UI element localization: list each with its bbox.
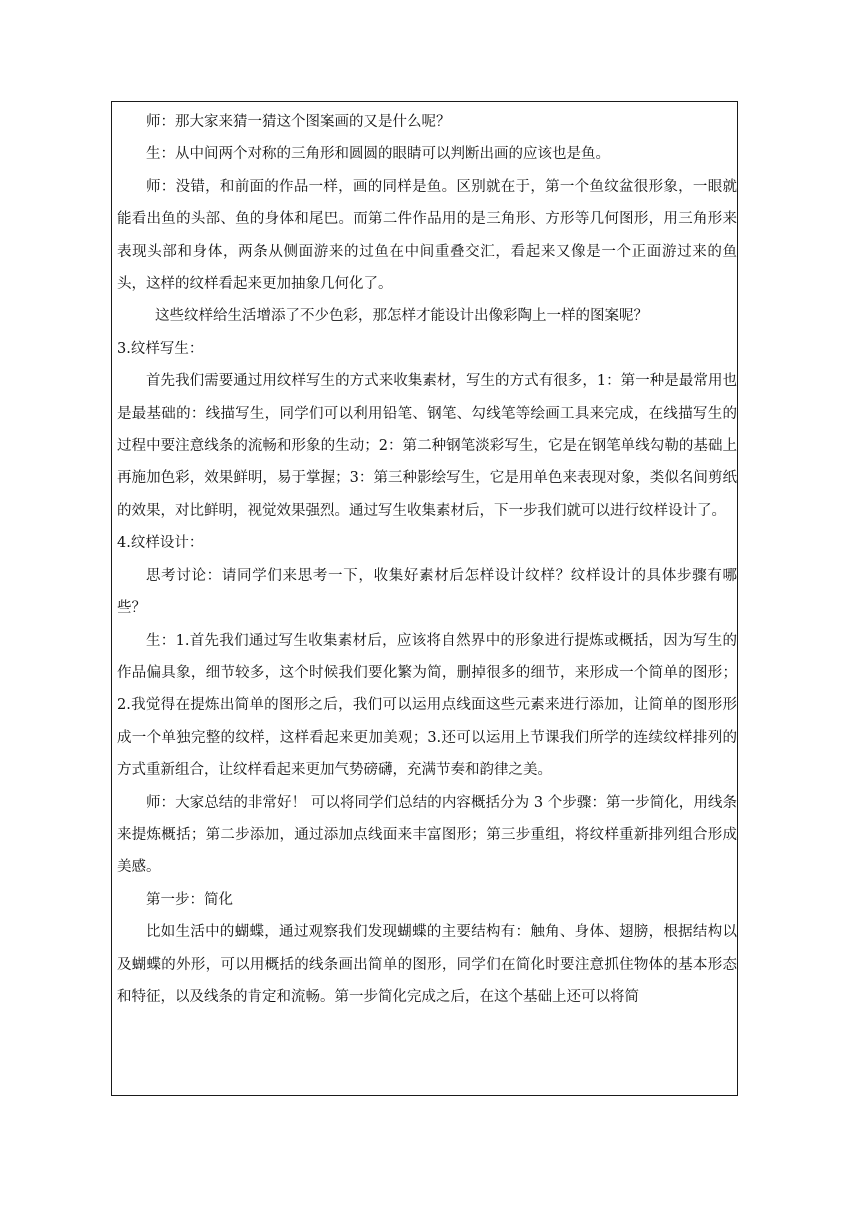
paragraph-transition-question: 这些纹样给生活增添了不少色彩，那怎样才能设计出像彩陶上一样的图案呢？ <box>155 308 648 325</box>
document-body <box>117 106 737 1013</box>
paragraph-teacher-summary: 师：大家总结的非常好！ 可以将同学们总结的内容概括分为 3 个步骤：第一步简化，用线条来提炼概括；第二步添加，通过添加点线面来丰富图形；第三步重组，将纹样重新排列组合形成美感。 <box>117 794 737 876</box>
heading-step-one-simplify: 第一步：简化 <box>146 891 233 908</box>
paragraph-teacher-explanation: 师：没错，和前面的作品一样，画的同样是鱼。区别就在于，第一个鱼纹盆很形象，一眼就能看出鱼的头部、鱼的身体和尾巴。而第二件作品用的是三角形、方形等几何图形，用三角形来表现头部和身体，两条从侧面游来的过鱼在中间重叠交汇，看起来又像是一个正面游过来的鱼头，这样的纹样看起来更加抽象几何化了。 <box>117 178 737 293</box>
heading-pattern-design: 4.纹样设计： <box>117 535 204 552</box>
paragraph-student-steps: 生：1.首先我们通过写生收集素材后，应该将自然界中的形象进行提炼或概括，因为写生的作品偏具象，细节较多，这个时候我们要化繁为简，删掉很多的细节，来形成一个简单的图形；2.我觉得在提炼出简单的图形之后，我们可以运用点线面这些元素来进行添加，让简单的图形形成一个单独完整的纹样，这样看起来更加美观；3.还可以运用上节课我们所学的连续纹样排列的方式重新组合，让纹样看起来更加气势磅礴，充满节奏和韵律之美。 <box>117 632 737 779</box>
paragraph-sketching-methods: 首先我们需要通过用纹样写生的方式来收集素材，写生的方式有很多，1：第一种是最常用也是最基础的：线描写生，同学们可以利用铅笔、钢笔、勾线笔等绘画工具来完成，在线描写生的过程中要注意线条的流畅和形象的生动；2：第二种钢笔淡彩写生，它是在钢笔单线勾勒的基础上再施加色彩，效果鲜明，易于掌握；3：第三种影绘写生，它是用单色来表现对象，类似名间剪纸的效果，对比鲜明，视觉效果强烈。通过写生收集素材后，下一步我们就可以进行纹样设计了。 <box>117 373 737 519</box>
heading-pattern-sketching: 3.纹样写生： <box>117 340 204 357</box>
paragraph-student-answer-fish: 生：从中间两个对称的三角形和圆圆的眼睛可以判断出画的应该也是鱼。 <box>146 146 610 163</box>
paragraph-butterfly-example: 比如生活中的蝴蝶，通过观察我们发现蝴蝶的主要结构有：触角、身体、翅膀，根据结构以及蝴蝶的外形，可以用概括的线条画出简单的图形，同学们在简化时要注意抓住物体的基本形态和特征，以及线条的肯定和流畅。第一步简化完成之后，在这个基础上还可以将简 <box>117 924 737 1005</box>
paragraph-teacher-question: 师：那大家来猜一猜这个图案画的又是什么呢？ <box>146 114 451 130</box>
paragraph-discussion-prompt: 思考讨论：请同学们来思考一下，收集好素材后怎样设计纹样？纹样设计的具体步骤有哪些？ <box>117 567 737 617</box>
